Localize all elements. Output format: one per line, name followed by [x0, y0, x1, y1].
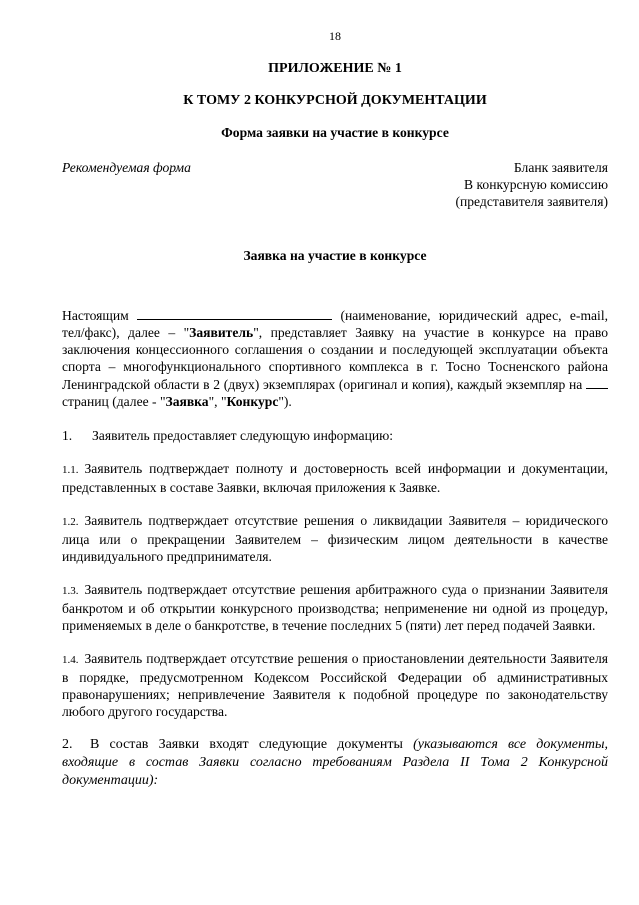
page-number: 18 — [329, 29, 341, 43]
intro-text-2: (наименование, юридический адрес, e-mail, тел/факс), далее – " — [62, 308, 609, 340]
intro-text-6: "). — [278, 394, 292, 409]
subitem-1-4 — [62, 650, 608, 720]
item-2-number: 2. — [62, 737, 73, 752]
name-blank-field — [137, 306, 332, 320]
item-2-note: (указываются все документы, входящие в состав Заявки согласно требованиям Раздела II Тома 2 Конкурсной документации): — [62, 737, 608, 788]
subitem-1-1 — [62, 460, 608, 496]
application-title: Заявка на участие в конкурсе — [243, 248, 427, 263]
intro-paragraph — [62, 306, 608, 410]
subitem-text: Заявитель подтверждает отсутствие решения о приостановлении деятельности Заявителя в порядке, предусмотренном Кодексом Российской Федерации об административных правонарушениях; непривлечение Заявителя к подобной процедуре по законодательству любого другого государства. — [62, 651, 608, 719]
item-1-text: Заявитель предоставляет следующую информацию: — [92, 428, 394, 443]
applicant-representative: (представителя заявителя) — [455, 194, 608, 209]
subitem-text: Заявитель подтверждает отсутствие решения о ликвидации Заявителя – юридического лица или о прекращении Заявителем – физическим лицом деятельности в качестве индивидуального предпринимателя. — [62, 513, 608, 564]
subitem-number: 1.1. — [62, 464, 79, 476]
intro-text-1: Настоящим — [62, 308, 138, 323]
heading-form: Форма заявки на участие в конкурсе — [221, 125, 449, 140]
item-1 — [62, 427, 608, 444]
heading-volume: К ТОМУ 2 КОНКУРСНОЙ ДОКУМЕНТАЦИИ — [183, 93, 487, 108]
header-row — [62, 159, 608, 219]
heading-appendix: ПРИЛОЖЕНИЕ № 1 — [268, 61, 402, 76]
pages-blank-field — [586, 375, 608, 389]
item-2-text: В состав Заявки входят следующие документы — [90, 737, 414, 752]
subitem-text: Заявитель подтверждает отсутствие решения арбитражного суда о признании Заявителя банкротом и об открытии конкурсного производства; неприменение ни одной из процедур, применяемых в деле о банкротстве, в течение последних 5 (пяти) лет перед подачей Заявки. — [62, 582, 608, 633]
subitem-1-2 — [62, 512, 608, 565]
subitem-1-3 — [62, 581, 608, 634]
term-contest: Конкурс — [226, 394, 279, 409]
subitem-text: Заявитель подтверждает полноту и достоверность всей информации и документации, представленных в составе Заявки, включая приложения к Заявке. — [62, 461, 608, 495]
subitem-number: 1.4. — [62, 654, 79, 666]
applicant-commission: В конкурсную комиссию — [464, 177, 608, 192]
intro-text-4: страниц (далее - " — [62, 394, 166, 409]
term-applicant: Заявитель — [189, 325, 254, 340]
intro-text-3: ", представляет Заявку на участие в конкурсе на право заключения концессионного соглашения о создании и последующей эксплуатации объекта спорта – многофункционального спортивного комплекса в г. Тосно Тосненского района Ленинградской области в 2 (двух) экземплярах (оригинал и копия), каждый экземпляр на — [62, 325, 608, 392]
recommended-form-label: Рекомендуемая форма — [62, 160, 191, 175]
document-page — [62, 28, 608, 790]
subitem-number: 1.3. — [62, 585, 79, 597]
item-2 — [62, 736, 608, 790]
applicant-block — [455, 159, 608, 210]
applicant-letterhead: Бланк заявителя — [513, 160, 608, 175]
subitem-number: 1.2. — [62, 516, 79, 528]
intro-text-5: ", " — [208, 394, 227, 409]
item-1-number: 1. — [62, 428, 73, 443]
term-application: Заявка — [165, 394, 209, 409]
